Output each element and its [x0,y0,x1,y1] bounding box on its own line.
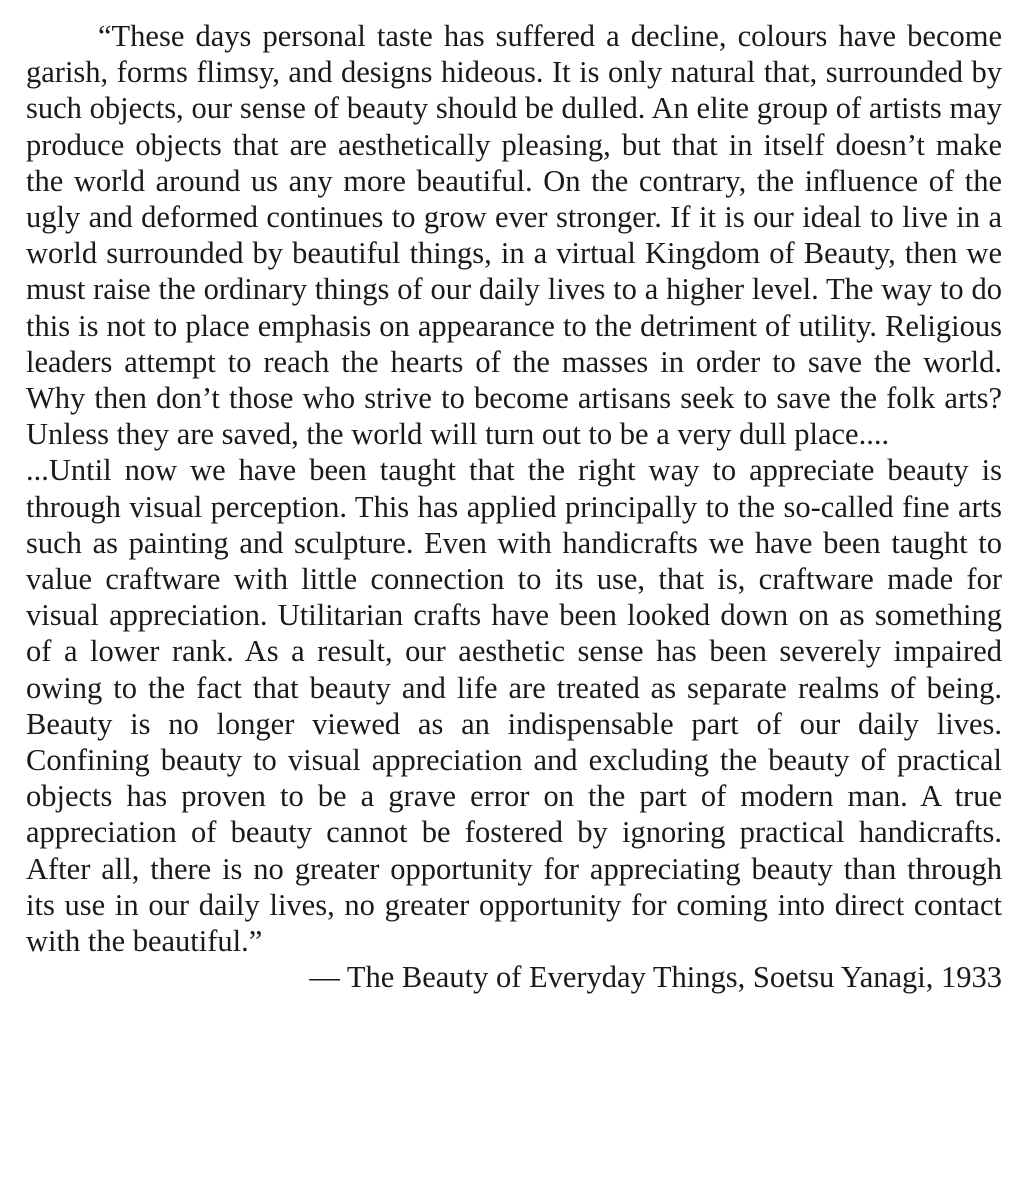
quote-paragraph-2: ...Until now we have been taught that the right way to appreciate beauty is through visual perception. This has applied principally to the so-called fine arts such as painting and sculpture. Even with handicrafts we have been taught to value craftware with little connection to its use, that is, craftware made for visual appreciation. Utilitarian crafts have been looked down on as something of a lower rank. As a result, our aesthetic sense has been severely impaired owing to the fact that beauty and life are treated as separate realms of being. Beauty is no longer viewed as an indispensable part of our daily lives. Confining beauty to visual appreciation and excluding the beauty of practical objects has proven to be a grave error on the part of modern man. A true appreciation of beauty cannot be fostered by ignoring practical handicrafts. After all, there is no greater opportunity for appreciating beauty than through its use in our daily lives, no greater opportunity for coming into direct contact with the beautiful.” [26,453,1002,959]
quote-paragraph-1: “These days personal taste has suffered a decline, colours have become garish, forms flimsy, and designs hideous. It is only natural that, surrounded by such objects, our sense of beauty should be dulled. An elite group of artists may produce objects that are aesthetically pleasing, but that in itself doesn’t make the world around us any more beautiful. On the contrary, the influence of the ugly and deformed continues to grow ever stronger. If it is our ideal to live in a world surrounded by beautiful things, in a virtual Kingdom of Beauty, then we must raise the ordinary things of our daily lives to a higher level. The way to do this is not to place emphasis on appearance to the detriment of utility. Religious leaders attempt to reach the hearts of the masses in order to save the world. Why then don’t those who strive to become artisans seek to save the folk arts? Unless they are saved, the world will turn out to be a very dull place.... [26,19,1002,452]
quote-attribution: — The Beauty of Everyday Things, Soetsu Yanagi, 1933 [309,960,1002,995]
